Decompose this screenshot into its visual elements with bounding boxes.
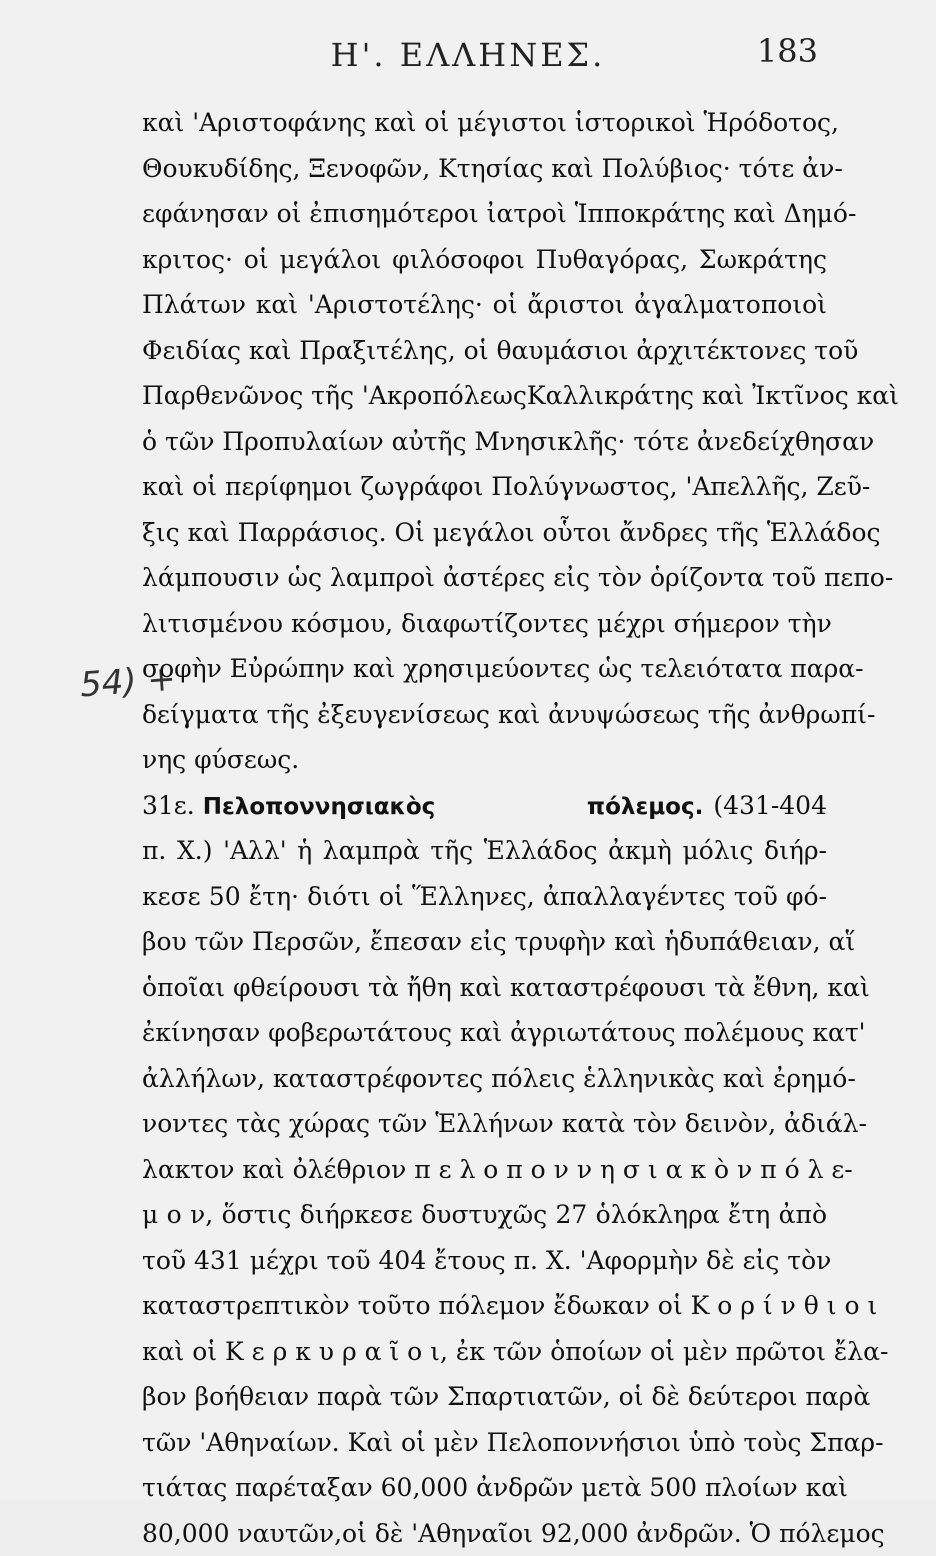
text-line: τιάτας παρέταξαν 60,000 ἀνδρῶν μετὰ 500 πλοίων καὶ	[142, 1465, 827, 1511]
text-line: ἀλλήλων, καταστρέφοντες πόλεις ἑλληνικὰς καὶ ἐρημό-	[142, 1056, 827, 1102]
text-line: νοντες τὰς χώρας τῶν Ἑλλήνων κατὰ τὸν δεινὸν, ἀδιάλ-	[142, 1101, 827, 1147]
text-line: σοφὴν Εὐρώπην καὶ χρησιμεύοντες ὡς τελειότατα παρα-	[142, 646, 827, 692]
body-text	[142, 100, 827, 1556]
text-line: π. Χ.) 'Αλλ' ἡ λαμπρὰ τῆς Ἑλλάδος ἀκμὴ μόλις διήρ-	[142, 828, 827, 874]
text-line: μ ο ν, ὅστις διήρκεσε δυστυχῶς 27 ὁλόκληρα ἔτη ἀπὸ	[142, 1192, 827, 1238]
section-heading	[142, 783, 827, 829]
text-line: λακτον καὶ ὀλέθριον π ε λ ο π ο ν ν η σ ι α κ ὸ ν π ό λ ε-	[142, 1147, 827, 1193]
section-date-range: (431-404	[713, 791, 827, 820]
text-line: καὶ οἱ Κ ε ρ κ υ ρ α ῖ ο ι, ἐκ τῶν ὁποίων οἱ μὲν πρῶτοι ἔλα-	[142, 1329, 827, 1375]
text-line: βου τῶν Περσῶν, ἔπεσαν εἰς τρυφὴν καὶ ἡδυπάθειαν, αἵ	[142, 919, 827, 965]
text-line: καταστρεπτικὸν τοῦτο πόλεμον ἔδωκαν οἱ Κ ο ρ ί ν θ ι ο ι	[142, 1283, 827, 1329]
text-line: εφάνησαν οἱ ἐπισημότεροι ἰατροὶ Ἱπποκράτης καὶ Δημό-	[142, 191, 827, 237]
text-line: λιτισμένου κόσμου, διαφωτίζοντες μέχρι σήμερον τὴν	[142, 601, 827, 647]
page-header	[0, 30, 936, 80]
handwritten-margin-note: 54) +	[79, 659, 177, 706]
page-number: 183	[757, 32, 818, 70]
text-line: τοῦ 431 μέχρι τοῦ 404 ἔτους π. Χ. 'Αφορμὴν δὲ εἰς τὸν	[142, 1238, 827, 1284]
text-line: Θουκυδίδης, Ξενοφῶν, Κτησίας καὶ Πολύβιος· τότε ἀν-	[142, 146, 827, 192]
text-line: Πλάτων καὶ 'Αριστοτέλης· οἱ ἄριστοι ἀγαλματοποιοὶ	[142, 282, 827, 328]
text-line: ὁποῖαι φθείρουσι τὰ ἤθη καὶ καταστρέφουσι τὰ ἔθνη, καὶ	[142, 965, 827, 1011]
text-line: βον βοήθειαν παρὰ τῶν Σπαρτιατῶν, οἱ δὲ δεύτεροι παρὰ	[142, 1374, 827, 1420]
text-line: ξις καὶ Παρράσιος. Οἱ μεγάλοι οὗτοι ἄνδρες τῆς Ἑλλάδος	[142, 510, 827, 556]
text-line: λάμπουσιν ὡς λαμπροὶ ἀστέρες εἰς τὸν ὁρίζοντα τοῦ πεπο-	[142, 555, 827, 601]
text-line: τῶν 'Αθηναίων. Καὶ οἱ μὲν Πελοποννήσιοι ὑπὸ τοὺς Σπαρ-	[142, 1420, 827, 1466]
section-title: Πελοποννησιακὸς πόλεμος.	[203, 794, 704, 820]
text-line: ἐκίνησαν φοβερωτάτους καὶ ἀγριωτάτους πολέμους κατ'	[142, 1010, 827, 1056]
paragraph-greek-luminaries	[142, 100, 827, 783]
text-line: δείγματα τῆς ἐξευγενίσεως καὶ ἀνυψώσεως τῆς ἀνθρωπί-	[142, 692, 827, 738]
running-head: Η'. ΕΛΛΗΝΕΣ.	[0, 36, 936, 74]
text-line: Φειδίας καὶ Πραξιτέλης, οἱ θαυμάσιοι ἀρχιτέκτονες τοῦ	[142, 328, 827, 374]
text-line: ὁ τῶν Προπυλαίων αὐτῆς Μνησικλῆς· τότε ἀνεδείχθησαν	[142, 419, 827, 465]
text-line: Παρθενῶνος τῆς 'ΑκροπόλεωςΚαλλικράτης καὶ Ἰκτῖνος καὶ	[142, 373, 827, 419]
text-line: καὶ 'Αριστοφάνης καὶ οἱ μέγιστοι ἱστορικοὶ Ἡρόδοτος,	[142, 100, 827, 146]
paragraph-peloponnesian-war	[142, 828, 827, 1556]
section-number: 31ε.	[142, 791, 195, 820]
text-line: 80,000 ναυτῶν,οἱ δὲ 'Αθηναῖοι 92,000 ἀνδρῶν. Ὁ πόλεμος	[142, 1511, 827, 1556]
text-line: καὶ οἱ περίφημοι ζωγράφοι Πολύγνωστος, 'Απελλῆς, Ζεῦ-	[142, 464, 827, 510]
text-line: κεσε 50 ἔτη· διότι οἱ Ἕλληνες, ἀπαλλαγέντες τοῦ φό-	[142, 874, 827, 920]
text-line: κριτος· οἱ μεγάλοι φιλόσοφοι Πυθαγόρας, Σωκράτης	[142, 237, 827, 283]
text-line: νης φύσεως.	[142, 737, 827, 783]
